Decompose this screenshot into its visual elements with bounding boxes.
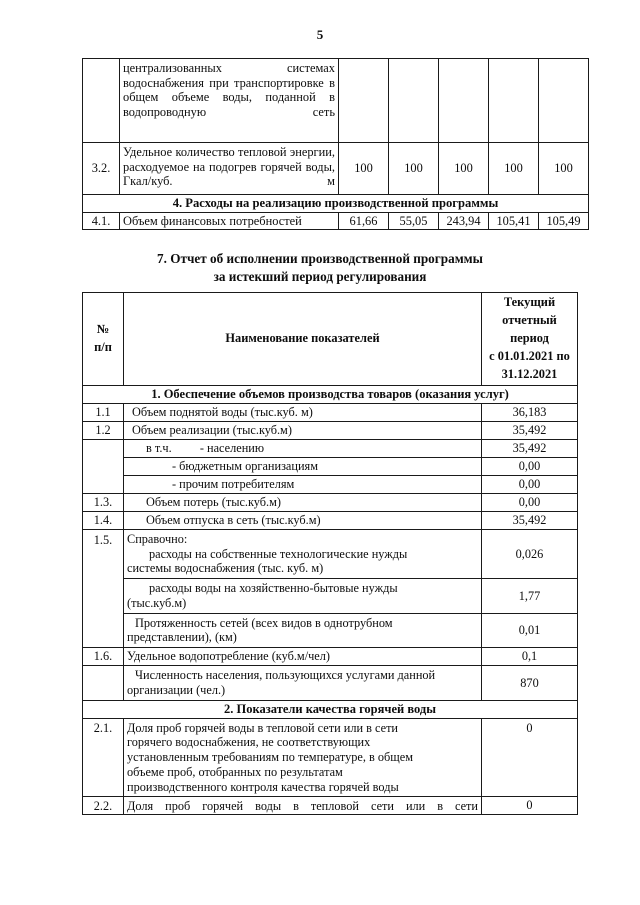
value-cell-3 — [439, 59, 489, 143]
value-cell-2 — [389, 59, 439, 143]
section-heading-line-2: за истекший период регулирования — [213, 268, 427, 284]
row-number-cell — [83, 666, 124, 701]
table-row — [83, 59, 589, 143]
indicator-name-cell — [124, 439, 482, 457]
row-number-cell — [83, 457, 124, 475]
header-period-line-2: отчетный период — [502, 312, 557, 345]
indicator-name-cell: Удельное количество тепловой энергии, расходуемое на подогрев горячей воды, Гкал/куб. м — [120, 143, 339, 195]
indicator-line-1: Численность населения, пользующихся услугами данной — [135, 668, 436, 683]
indicator-line-2: организации (чел.) — [127, 682, 226, 697]
indicator-name-cell — [124, 613, 482, 648]
table-row — [83, 143, 589, 195]
indicator-name-cell — [124, 529, 482, 578]
value-cell-2: 55,05 — [389, 212, 439, 230]
indicator-line-3: установленным требованиям по температуре, в общем — [127, 750, 413, 765]
value-cell: 0 — [482, 797, 578, 815]
row-number-cell: 2.2. — [83, 797, 124, 815]
table-row — [83, 439, 578, 457]
table-section-header-row — [83, 385, 578, 403]
indicator-name-cell — [124, 718, 482, 797]
page-number: 5 — [316, 27, 324, 42]
program-execution-report-table — [82, 292, 578, 815]
header-number-line-1: № — [96, 321, 110, 336]
indicator-name-cell: Объем реализации (тыс.куб.м) — [124, 421, 482, 439]
indicator-name-cell: Доля проб горячей воды в тепловой сети или в сети — [124, 797, 482, 815]
header-period-line-1: Текущий — [503, 295, 556, 309]
row-number-cell: 1.2 — [83, 421, 124, 439]
table-row — [83, 457, 578, 475]
value-cell-3: 100 — [439, 143, 489, 195]
header-period-line-3: с 01.01.2021 по — [489, 348, 570, 363]
indicator-line-1: Протяженность сетей (всех видов в однотрубном — [135, 615, 393, 630]
value-cell: 35,492 — [482, 439, 578, 457]
value-cell-4: 105,41 — [489, 212, 539, 230]
row-number-cell — [83, 613, 124, 648]
value-cell-5: 100 — [539, 143, 589, 195]
row-number-cell: 3.2. — [83, 143, 120, 195]
section-heading — [0, 250, 640, 286]
indicator-name-cell: - прочим потребителям — [124, 475, 482, 493]
section-heading-line-1: 7. Отчет об исполнении производственной программы — [157, 251, 483, 266]
production-program-costs-table — [82, 58, 589, 230]
value-cell: 0,01 — [482, 613, 578, 648]
indicator-name-cell: Объем финансовых потребностей — [120, 212, 339, 230]
indicator-name-cell: Объем отпуска в сеть (тыс.куб.м) — [124, 511, 482, 529]
row-number-cell — [83, 439, 124, 457]
indicator-name-cell: Объем потерь (тыс.куб.м) — [124, 493, 482, 511]
row-number-cell: 4.1. — [83, 212, 120, 230]
table-row — [83, 666, 578, 701]
value-cell-5 — [539, 59, 589, 143]
value-cell: 0,00 — [482, 493, 578, 511]
indicator-line-3: системы водоснабжения (тыс. куб. м) — [127, 561, 324, 576]
indicator-line-1: Доля проб горячей воды в тепловой сети или в сети — [127, 720, 399, 735]
indicator-line-5: производственного контроля качества горячей воды — [127, 779, 399, 794]
value-cell-4 — [489, 59, 539, 143]
value-cell-4: 100 — [489, 143, 539, 195]
value-cell: 0,00 — [482, 475, 578, 493]
value-cell-3: 243,94 — [439, 212, 489, 230]
header-cell-period — [482, 293, 578, 386]
indicator-name-cell — [124, 579, 482, 614]
indicator-line-2: представлении), (км) — [127, 630, 237, 645]
header-cell-indicator-name: Наименование показателей — [124, 293, 482, 386]
indicator-name-cell — [124, 666, 482, 701]
table-header-row — [83, 293, 578, 386]
indicator-name-cell: - бюджетным организациям — [124, 457, 482, 475]
table-row — [83, 613, 578, 648]
row-number-cell: 1.4. — [83, 511, 124, 529]
value-cell: 0 — [482, 718, 578, 797]
row-number-cell: 1.3. — [83, 493, 124, 511]
value-cell: 870 — [482, 666, 578, 701]
header-number-line-2: п/п — [94, 339, 112, 354]
indicator-prefix: в т.ч. — [146, 441, 172, 456]
table-section-header-row — [83, 700, 578, 718]
row-number-cell: 1.6. — [83, 648, 124, 666]
row-number-cell — [83, 59, 120, 143]
indicator-label: - населению — [199, 441, 265, 456]
table-row — [83, 529, 578, 578]
section-title: 1. Обеспечение объемов производства товаров (оказания услуг) — [83, 385, 578, 403]
section-title: 4. Расходы на реализацию производственной программы — [83, 195, 589, 213]
table-row — [83, 718, 578, 797]
indicator-name-cell: Объем поднятой воды (тыс.куб. м) — [124, 403, 482, 421]
value-cell: 0,00 — [482, 457, 578, 475]
table-row — [83, 579, 578, 614]
value-cell: 0,1 — [482, 648, 578, 666]
row-number-cell: 2.1. — [83, 718, 124, 797]
row-number-cell: 1.1 — [83, 403, 124, 421]
table-section-header-row — [83, 195, 589, 213]
table-row — [83, 648, 578, 666]
section-title: 2. Показатели качества горячей воды — [83, 700, 578, 718]
value-cell-2: 100 — [389, 143, 439, 195]
indicator-line-4: объеме проб, отобранных по результатам — [127, 764, 343, 779]
indicator-name-cell: централизованных системах водоснабжения при транспортировке в общем объеме воды, поданной в водопроводную сеть — [120, 59, 339, 143]
table-row — [83, 797, 578, 815]
table-row — [83, 421, 578, 439]
indicator-line-2: горячего водоснабжения, не соответствующих — [127, 735, 371, 750]
value-cell-1 — [339, 59, 389, 143]
row-number-cell: 1.5. — [83, 529, 124, 578]
value-cell-1: 100 — [339, 143, 389, 195]
indicator-line-1: расходы воды на хозяйственно-бытовые нужды — [149, 581, 398, 596]
value-cell: 35,492 — [482, 421, 578, 439]
value-cell: 1,77 — [482, 579, 578, 614]
table-row — [83, 511, 578, 529]
value-cell-1: 61,66 — [339, 212, 389, 230]
row-number-cell — [83, 579, 124, 614]
row-number-cell — [83, 475, 124, 493]
indicator-name-cell: Удельное водопотребление (куб.м/чел) — [124, 648, 482, 666]
header-cell-number — [83, 293, 124, 386]
table-row — [83, 212, 589, 230]
indicator-line-1: Справочно: — [127, 531, 188, 546]
value-cell: 35,492 — [482, 511, 578, 529]
table-row — [83, 403, 578, 421]
value-cell: 36,183 — [482, 403, 578, 421]
indicator-line-2: расходы на собственные технологические нужды — [149, 546, 408, 561]
value-cell-5: 105,49 — [539, 212, 589, 230]
indicator-line-2: (тыс.куб.м) — [127, 595, 187, 610]
table-row — [83, 475, 578, 493]
value-cell: 0,026 — [482, 529, 578, 578]
header-period-line-4: 31.12.2021 — [501, 366, 558, 381]
table-row — [83, 493, 578, 511]
